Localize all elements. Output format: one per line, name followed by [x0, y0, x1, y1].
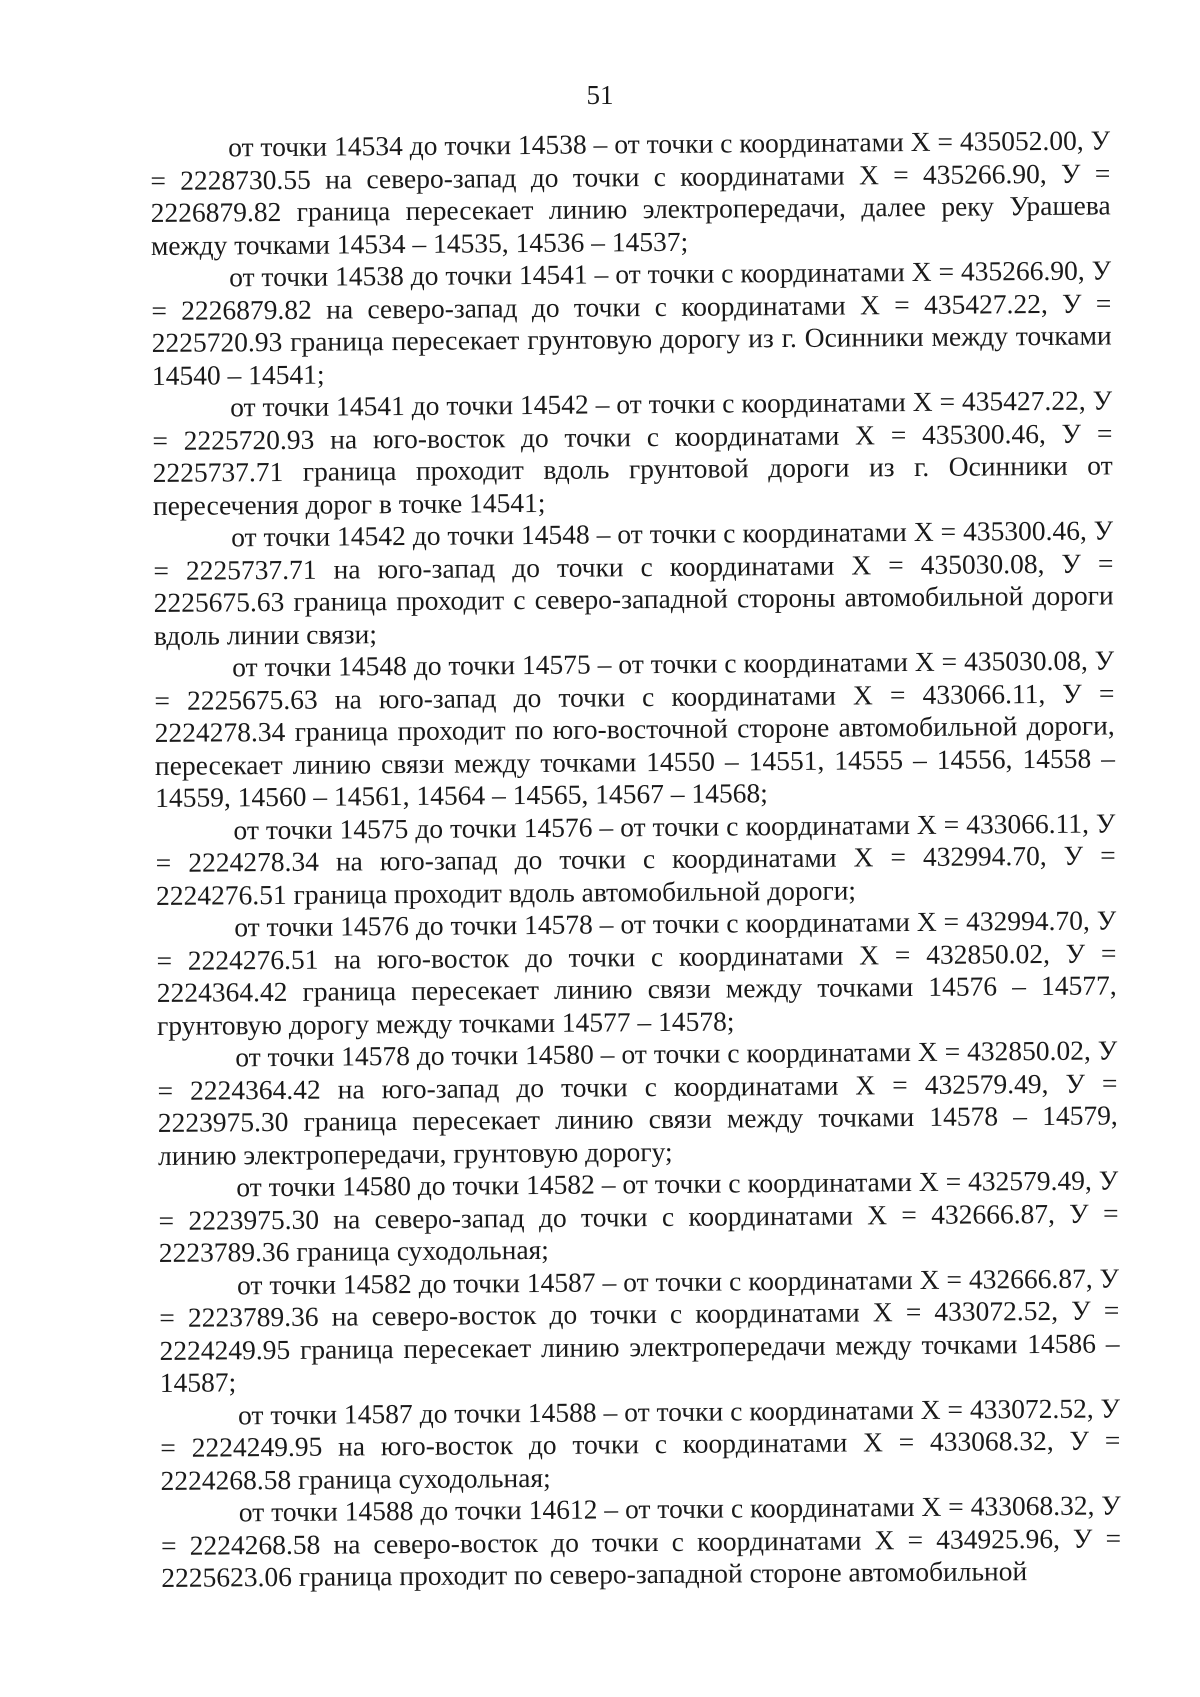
- paragraph-segment-14582-14587: от точки 14582 до точки 14587 – от точки с координатами Х = 432666.87, У = 2223789.36 на северо-восток до точки с координатами Х = 433072.52, У = 2224249.95 граница пересекает линию электропередачи между точками 14586 – 14587;: [159, 1261, 1120, 1398]
- page-number: 51: [586, 80, 614, 110]
- paragraph-segment-14575-14576: от точки 14575 до точки 14576 – от точки с координатами Х = 433066.11, У = 2224278.34 на юго-запад до точки с координатами Х = 432994.70, У = 2224276.51 граница проходит вдоль автомобильной дороги;: [155, 806, 1116, 911]
- paragraph-segment-14588-14612: от точки 14588 до точки 14612 – от точки с координатами Х = 433068.32, У = 2224268.58 на северо-восток до точки с координатами Х = 434925.96, У = 2225623.06 граница проходит по северо-западной стороне автомобильной: [160, 1489, 1122, 1593]
- paragraph-segment-14541-14542: от точки 14541 до точки 14542 – от точки с координатами Х = 435427.22, У = 2225720.93 на юго-восток до точки с координатами Х = 435300.46, У = 2225737.71 граница проходит вдоль грунтовой дороги из г. Осинники от пересечения дорог в точке 14541;: [152, 384, 1113, 521]
- paragraph-segment-14542-14548: от точки 14542 до точки 14548 – от точки с координатами Х = 435300.46, У = 2225737.71 на юго-запад до точки с координатами Х = 435030.08, У = 2225675.63 граница проходит с северо-западной стороны автомобильной дороги вдоль линии связи;: [153, 514, 1114, 651]
- paragraph-segment-14587-14588: от точки 14587 до точки 14588 – от точки с координатами Х = 433072.52, У = 2224249.95 на юго-восток до точки с координатами Х = 433068.32, У = 2224268.58 граница суходольная;: [160, 1391, 1121, 1496]
- paragraph-segment-14580-14582: от точки 14580 до точки 14582 – от точки с координатами Х = 432579.49, У = 2223975.30 на северо-запад до точки с координатами Х = 432666.87, У = 2223789.36 граница суходольная;: [158, 1164, 1119, 1268]
- paragraph-segment-14548-14575: от точки 14548 до точки 14575 – от точки с координатами Х = 435030.08, У = 2225675.63 на юго-запад до точки с координатами Х = 433066.11, У = 2224278.34 граница проходит по юго-восточной стороне автомобильной дороги, пересекает линию связи между точками 14550 – 14551, 14555 – 14556, 14558 – 14559, 14560 – 14561, 14564 – 14565, 14567 – 14568;: [154, 644, 1116, 813]
- paragraph-segment-14538-14541: от точки 14538 до точки 14541 – от точки с координатами Х = 435266.90, У = 2226879.82 на северо-запад до точки с координатами Х = 435427.22, У = 2225720.93 граница пересекает грунтовую дорогу из г. Осинники между точками 14540 – 14541;: [151, 254, 1112, 391]
- paragraph-segment-14576-14578: от точки 14576 до точки 14578 – от точки с координатами Х = 432994.70, У = 2224276.51 на юго-восток до точки с координатами Х = 432850.02, У = 2224364.42 граница пересекает линию связи между точками 14576 – 14577, грунтовую дорогу между точками 14577 – 14578;: [156, 904, 1117, 1041]
- document-body: [150, 124, 1121, 1594]
- paragraph-segment-14578-14580: от точки 14578 до точки 14580 – от точки с координатами Х = 432850.02, У = 2224364.42 на юго-запад до точки с координатами Х = 432579.49, У = 2223975.30 граница пересекает линию связи между точками 14578 – 14579, линию электропередачи, грунтовую дорогу;: [157, 1034, 1118, 1171]
- paragraph-segment-14534-14538: от точки 14534 до точки 14538 – от точки с координатами Х = 435052.00, У = 2228730.55 на северо-запад до точки с координатами Х = 435266.90, У = 2226879.82 граница пересекает линию электропередачи, далее реку Урашева между точками 14534 – 14535, 14536 – 14537;: [150, 124, 1111, 261]
